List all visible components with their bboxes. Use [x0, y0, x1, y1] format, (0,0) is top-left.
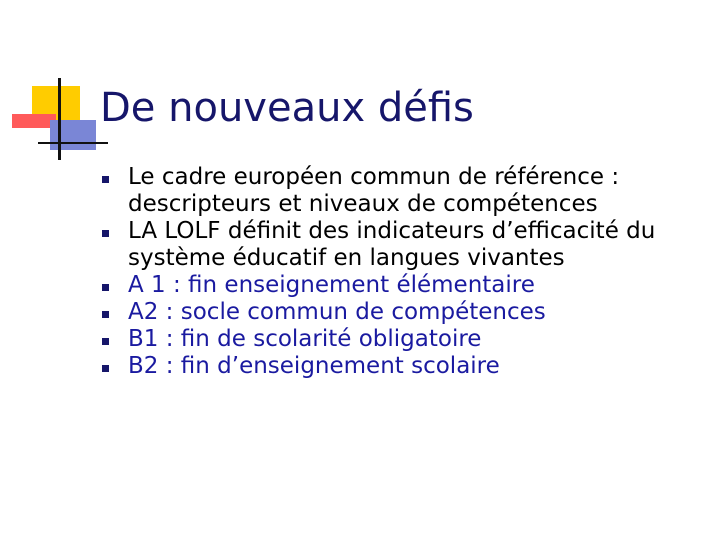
square-bullet-icon [102, 338, 109, 345]
slide-title: De nouveaux défis [100, 85, 474, 131]
bullet-item [102, 326, 702, 353]
bullet-item [102, 299, 702, 326]
square-bullet-icon [102, 284, 109, 291]
bullet-item [102, 164, 702, 218]
bullet-text: Le cadre européen commun de référence : descripteurs et niveaux de compétences [128, 164, 620, 217]
vertical-line-decoration [58, 78, 61, 160]
square-bullet-icon [102, 311, 109, 318]
bullet-text: LA LOLF définit des indicateurs d’efficacité du système éducatif en langues vivantes [128, 218, 656, 271]
horizontal-line-decoration [38, 142, 108, 144]
bullet-list [102, 164, 702, 380]
blue-square-decoration [50, 120, 96, 150]
square-bullet-icon [102, 230, 109, 237]
square-bullet-icon [102, 176, 109, 183]
bullet-text: B1 : fin de scolarité obligatoire [128, 326, 482, 352]
bullet-item [102, 218, 702, 272]
square-bullet-icon [102, 365, 109, 372]
bullet-text: A2 : socle commun de compétences [128, 299, 546, 325]
bullet-text: A 1 : fin enseignement élémentaire [128, 272, 535, 298]
bullet-item [102, 272, 702, 299]
bullet-item [102, 353, 702, 380]
slide-logo-decoration [0, 0, 110, 170]
bullet-text: B2 : fin d’enseignement scolaire [128, 353, 500, 379]
